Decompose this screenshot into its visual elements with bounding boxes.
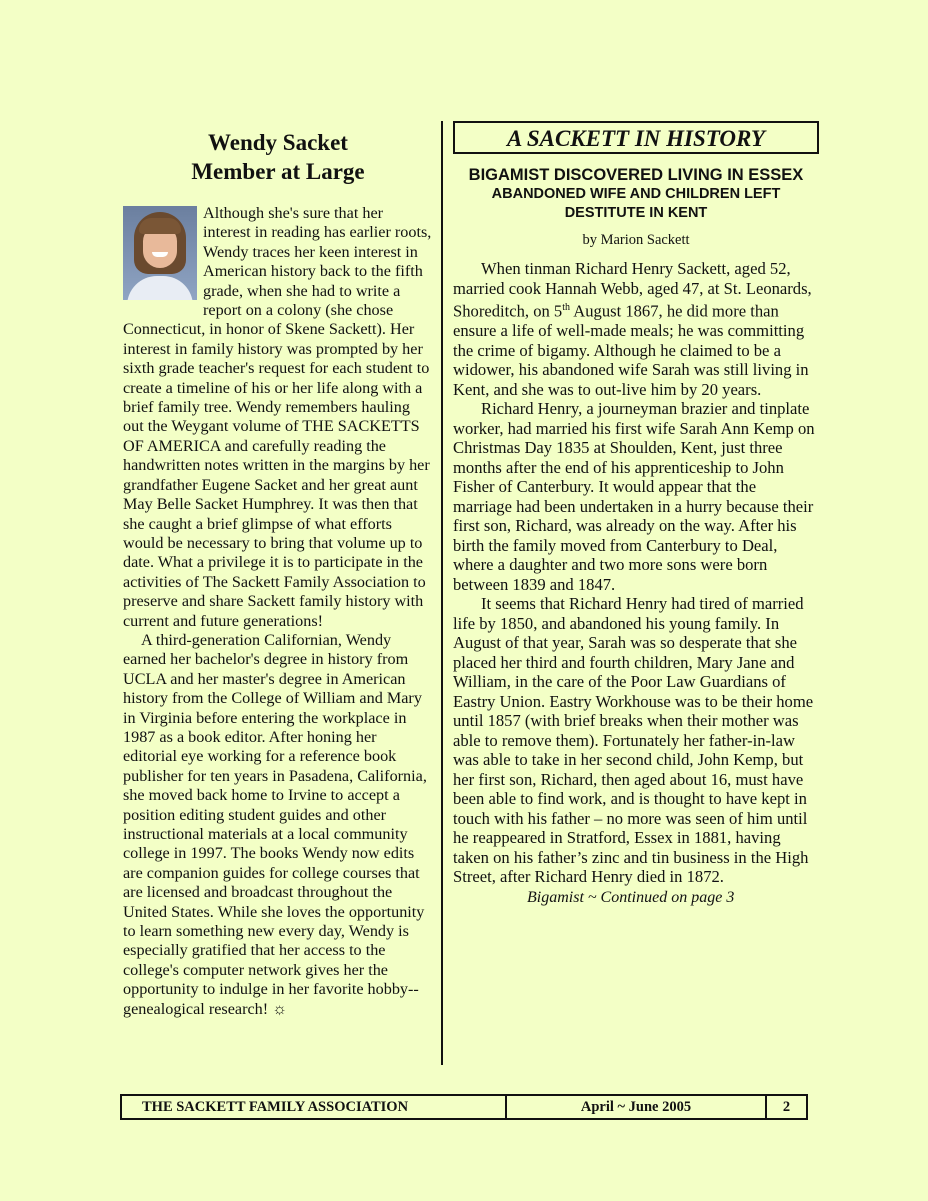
footer-association: THE SACKETT FAMILY ASSOCIATION — [122, 1096, 507, 1118]
column-divider — [441, 121, 443, 1065]
footer-date: April ~ June 2005 — [507, 1096, 767, 1118]
article-headline: BIGAMIST DISCOVERED LIVING IN ESSEX — [468, 166, 804, 184]
profile-title — [123, 128, 433, 186]
page-footer — [120, 1094, 808, 1120]
member-photo — [123, 206, 197, 300]
article-byline: by Marion Sackett — [582, 232, 690, 248]
section-banner: A SACKETT IN HISTORY — [453, 121, 819, 154]
article-paragraph-3: It seems that Richard Henry had tired of married life by 1850, and abandoned his young family. In August of that year, Sarah was so desperate that she placed her third and fourth children, Mary Jane and William, in the care of the Poor Law Guardians of Eastry Union. Eastry Workhouse was to be their home until 1857 (with brief breaks when their mother was able to remove them). Fortunately her father-in-law was able to take in her second child, John Kemp, but her first son, Richard, then aged about 16, must have been able to find work, and is thought to have kept in touch with his father – no more was seen of him until he reappeared in Stratford, Essex in 1881, having taken on his father’s zinc and tin business in the High Street, after Richard Henry died in 1872. — [453, 594, 814, 887]
page-number: 2 — [782, 1098, 791, 1115]
article-body — [453, 259, 819, 887]
history-article — [453, 121, 819, 907]
article-paragraph-1: When tinman Richard Henry Sackett, aged 52, married cook Hannah Webb, aged 47, at St. Leonards, Shoreditch, on 5th August 1867, he did more than ensure a life of well-made meals; he was committing the crime of bigamy. Although he claimed to be a widower, his abandoned wife Sarah was still living in Kent, and she was to out-live him by 20 years. — [453, 259, 812, 399]
article-paragraph-2: Richard Henry, a journeyman brazier and tinplate worker, had married his first wife Sarah Ann Kemp on Christmas Day 1835 at Shoulden, Kent, just three months after the end of his apprenticeship to John Fisher of Canterbury. It would appear that the marriage had been undertaken in a hurry because their first son, Richard, was already on the way. After his birth the family moved from Canterbury to Deal, where a daughter and two more sons were born between 1839 and 1847. — [453, 399, 815, 594]
profile-role: Member at Large — [191, 159, 365, 184]
continued-note: Bigamist ~ Continued on page 3 — [527, 888, 735, 906]
profile-name: Wendy Sacket — [208, 130, 348, 155]
profile-paragraph-1: Although she's sure that her interest in reading has earlier roots, Wendy traces her keen interest in American history back to the fifth grade, when she had to write a report on a colony (she chose Connecticut, in honor of Skene Sackett). Her interest in family history was prompted by her sixth grade teacher's request for each student to create a timeline of his or her life along with a brief family tree. Wendy remembers hauling out the Weygant volume of THE SACKETTS OF AMERICA and carefully reading the handwritten notes written in the margins by her grandfather Eugene Sacket and her great aunt May Belle Sacket Humphrey. It was then that she caught a brief glimpse of what efforts would be necessary to bring that volume up to date. What a privilege it is to participate in the activities of The Sackett Family Association to preserve and share Sackett family history with current and future generations! — [123, 204, 432, 630]
profile-paragraph-2: A third-generation Californian, Wendy earned her bachelor's degree in history from UCLA and her master's degree in American history from the College of William and Mary in Virginia before entering the workplace in 1987 as a book editor. After honing her editorial eye working for a reference book publisher for ten years in Pasadena, California, she moved back home to Irvine to accept a position editing student guides and other instructional materials at a local community college in 1997. The books Wendy now edits are companion guides for college courses that are licensed and broadcast throughout the United States. While she loves the opportunity to learn something new every day, Wendy is especially gratified that her access to the college's computer network gives her the opportunity to indulge in her favorite hobby--genealogical research! ☼ — [123, 630, 427, 1018]
article-subheadline: ABANDONED WIFE AND CHILDREN LEFT DESTITUTE IN KENT — [491, 186, 781, 221]
member-profile — [123, 128, 433, 1019]
